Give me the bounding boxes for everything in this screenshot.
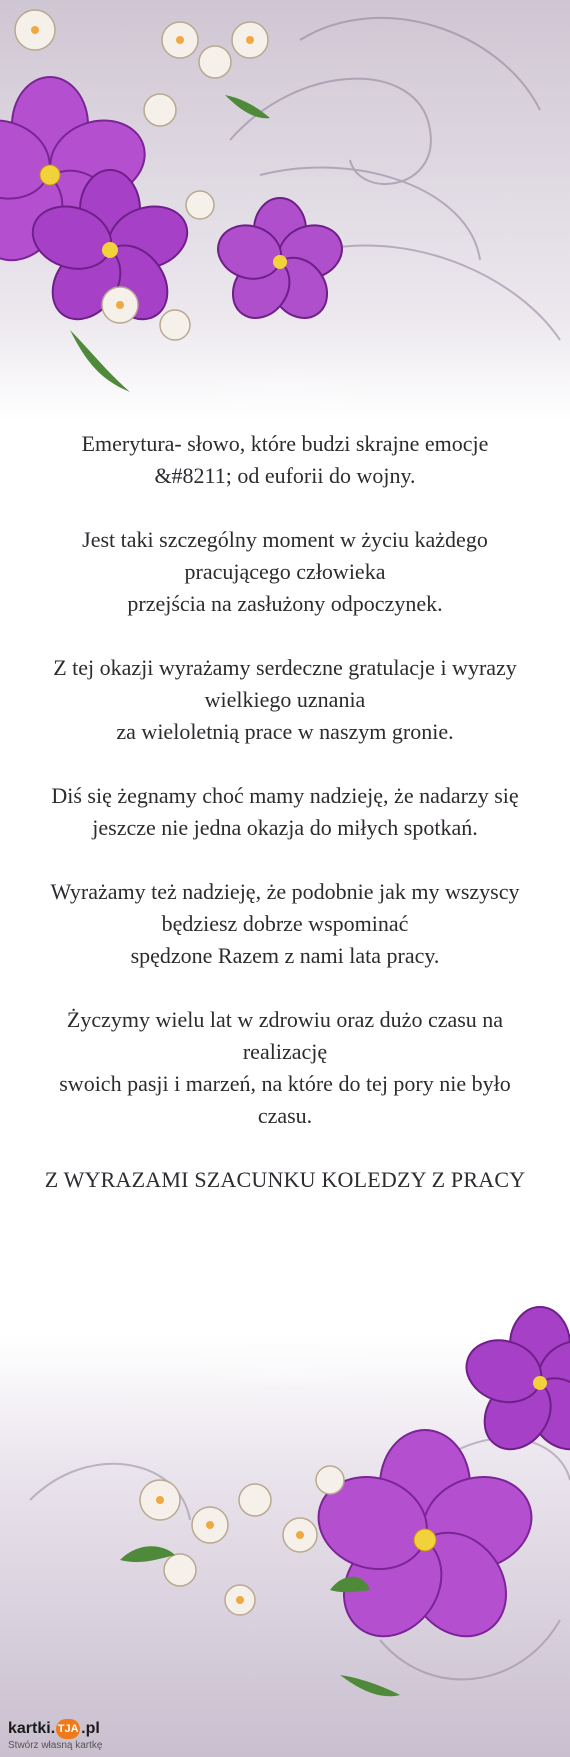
paragraph-memories	[20, 876, 550, 972]
message-line: będziesz dobrze wspominać	[161, 911, 409, 936]
message-line: swoich pasji i marzeń, na które do tej pory nie było	[59, 1071, 511, 1096]
paragraph-wishes	[20, 1004, 550, 1132]
message-line: Z tej okazji wyrażamy serdeczne gratulacje i wyrazy	[53, 655, 517, 680]
message-line: za wieloletnią prace w naszym gronie.	[116, 719, 454, 744]
message-line: pracującego człowieka	[184, 559, 386, 584]
logo-brand-end: .pl	[81, 1720, 100, 1737]
message-line: jeszcze nie jedna okazja do miłych spotkań.	[92, 815, 478, 840]
paragraph-intro	[20, 428, 550, 492]
message-line: realizację	[242, 1039, 328, 1064]
paragraph-congratulations	[20, 652, 550, 748]
message-line: Wyrażamy też nadzieję, że podobnie jak my wszyscy	[50, 879, 520, 904]
greeting-message	[20, 428, 550, 1196]
paragraph-moment	[20, 524, 550, 620]
bottom-white-blossoms	[140, 1466, 344, 1615]
logo-wordmark	[8, 1719, 100, 1739]
message-line: Jest taki szczególny moment w życiu każdego	[82, 527, 488, 552]
site-logo[interactable]	[8, 1719, 158, 1753]
logo-badge: TJA	[56, 1719, 80, 1739]
bottom-right-flower-large	[306, 1430, 543, 1655]
message-line: Diś się żegnamy choć mamy nadzieję, że nadarzy się	[51, 783, 519, 808]
logo-brand-start: kartki.	[8, 1720, 56, 1737]
closing-signature: Z WYRAZAMI SZACUNKU KOLEDZY Z PRACY	[44, 1167, 526, 1192]
top-right-small-flower	[211, 198, 349, 329]
message-line: wielkiego uznania	[204, 687, 366, 712]
bottom-right-flower-small	[458, 1307, 570, 1462]
message-line: Życzymy wielu lat w zdrowiu oraz dużo czasu na	[66, 1007, 504, 1032]
message-line: czasu.	[257, 1103, 313, 1128]
message-line: Emerytura- słowo, które budzi skrajne emocje	[81, 431, 489, 456]
message-line: przejścia na zasłużony odpoczynek.	[127, 591, 443, 616]
paragraph-farewell	[20, 780, 550, 844]
logo-tagline: Stwórz własną kartkę	[8, 1740, 103, 1751]
message-line: spędzone Razem z nami lata pracy.	[130, 943, 440, 968]
bottom-blossom-centers	[156, 1496, 304, 1604]
message-line: &#8211; od euforii do wojny.	[154, 463, 416, 488]
